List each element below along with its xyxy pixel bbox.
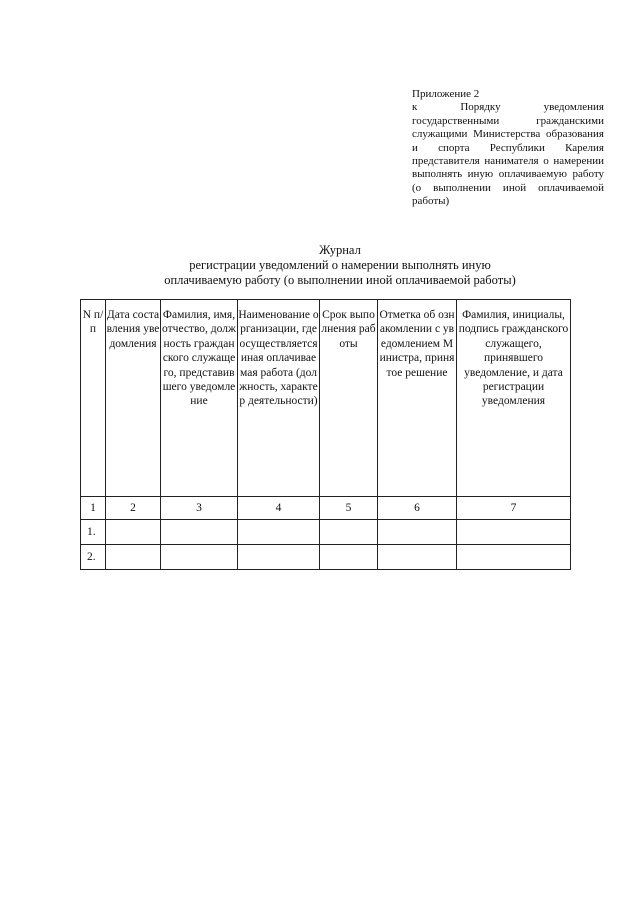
table-cell (106, 545, 161, 570)
table-cell (238, 520, 320, 545)
table-cell (161, 545, 238, 570)
table-cell (320, 520, 378, 545)
column-number: 4 (238, 497, 320, 520)
registration-table (80, 299, 571, 570)
header-receiver: Фамилия, инициалы, подпись гражданского служащего, принявшего уведомление, и дата регистрации уведомления (457, 300, 571, 497)
table-cell (457, 545, 571, 570)
journal-title-block (60, 243, 620, 288)
table-cell (457, 520, 571, 545)
row-index: 2. (81, 545, 106, 570)
table-cell (378, 520, 457, 545)
table-row (81, 520, 571, 545)
journal-title: Журнал (319, 243, 361, 257)
column-number: 5 (320, 497, 378, 520)
column-number-row (81, 497, 571, 520)
column-number: 3 (161, 497, 238, 520)
journal-subtitle-line-1: регистрации уведомлений о намерении выполнять иную (189, 258, 491, 272)
table-row (81, 545, 571, 570)
header-term: Срок выполнения работы (320, 300, 378, 497)
header-organization: Наименование организации, где осуществляется иная оплачиваемая работа (должность, характер деятельности) (238, 300, 320, 497)
column-number: 6 (378, 497, 457, 520)
header-number: N п/п (81, 300, 106, 497)
header-mark: Отметка об ознакомлении с уведомлением Министра, принятое решение (378, 300, 457, 497)
column-number: 7 (457, 497, 571, 520)
row-index: 1. (81, 520, 106, 545)
table-header-row (81, 300, 571, 497)
table-cell (320, 545, 378, 570)
table-cell (238, 545, 320, 570)
appendix-block (412, 88, 604, 209)
journal-subtitle-line-2: оплачиваемую работу (о выполнении иной оплачиваемой работы) (164, 273, 516, 287)
appendix-text: к Порядку уведомления государственными гражданскими служащими Министерства образования и спорта Республики Карелия представителя нанимателя о намерении выполнять иную оплачиваемую работу (о выполнении иной оплачиваемой работы) (412, 101, 604, 208)
table-cell (106, 520, 161, 545)
header-date: Дата составления уведомления (106, 300, 161, 497)
appendix-heading: Приложение 2 (412, 88, 480, 100)
table-cell (161, 520, 238, 545)
table-cell (378, 545, 457, 570)
header-employee: Фамилия, имя, отчество, должность гражданского служащего, представившего уведомление (161, 300, 238, 497)
column-number: 1 (81, 497, 106, 520)
column-number: 2 (106, 497, 161, 520)
